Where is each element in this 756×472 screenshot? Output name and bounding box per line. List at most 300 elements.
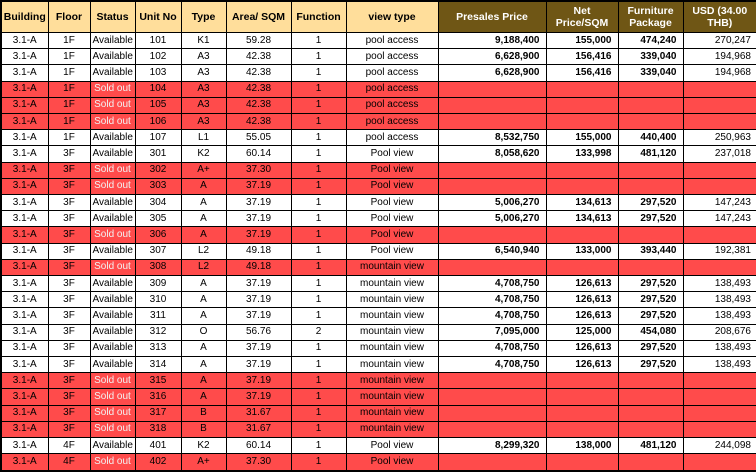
cell-unit_no[interactable]: 305 [135,211,181,227]
cell-view_type[interactable]: Pool view [346,438,438,454]
cell-type[interactable]: B [181,405,226,421]
cell-type[interactable]: A3 [181,81,226,97]
cell-type[interactable]: A [181,340,226,356]
cell-status[interactable]: Available [90,146,135,162]
cell-function[interactable]: 1 [291,65,346,81]
column-header-net-price-sqm[interactable]: Net Price/SQM [546,1,618,33]
cell-status[interactable]: Available [90,357,135,373]
cell-presales[interactable] [438,81,546,97]
cell-unit_no[interactable]: 402 [135,454,181,471]
cell-furniture[interactable] [618,81,683,97]
cell-function[interactable]: 1 [291,146,346,162]
cell-area[interactable]: 60.14 [226,438,291,454]
cell-floor[interactable]: 4F [48,454,90,471]
cell-area[interactable]: 60.14 [226,146,291,162]
cell-view_type[interactable]: mountain view [346,292,438,308]
cell-area[interactable]: 59.28 [226,33,291,49]
cell-type[interactable]: A [181,357,226,373]
cell-usd[interactable] [683,114,756,130]
cell-net_price[interactable]: 126,613 [546,357,618,373]
cell-net_price[interactable]: 126,613 [546,276,618,292]
cell-furniture[interactable] [618,162,683,178]
cell-presales[interactable]: 6,628,900 [438,49,546,65]
cell-status[interactable]: Available [90,292,135,308]
cell-function[interactable]: 1 [291,405,346,421]
cell-net_price[interactable] [546,178,618,194]
cell-unit_no[interactable]: 304 [135,195,181,211]
cell-furniture[interactable]: 339,040 [618,65,683,81]
cell-building[interactable]: 3.1-A [1,97,48,113]
cell-net_price[interactable]: 134,613 [546,211,618,227]
cell-building[interactable]: 3.1-A [1,308,48,324]
cell-furniture[interactable]: 481,120 [618,438,683,454]
cell-presales[interactable] [438,178,546,194]
cell-view_type[interactable]: mountain view [346,340,438,356]
cell-status[interactable]: Sold out [90,421,135,437]
cell-unit_no[interactable]: 311 [135,308,181,324]
cell-area[interactable]: 37.19 [226,227,291,243]
cell-type[interactable]: K1 [181,33,226,49]
cell-net_price[interactable]: 155,000 [546,130,618,146]
column-header-usd[interactable]: USD (34.00 THB) [683,1,756,33]
cell-type[interactable]: A [181,308,226,324]
cell-floor[interactable]: 3F [48,340,90,356]
cell-building[interactable]: 3.1-A [1,373,48,389]
cell-type[interactable]: L1 [181,130,226,146]
cell-area[interactable]: 37.19 [226,178,291,194]
cell-type[interactable]: A [181,276,226,292]
cell-area[interactable]: 37.19 [226,292,291,308]
column-header-view-type[interactable]: view type [346,1,438,33]
cell-status[interactable]: Sold out [90,81,135,97]
cell-view_type[interactable]: mountain view [346,324,438,340]
cell-function[interactable]: 1 [291,340,346,356]
cell-area[interactable]: 37.19 [226,276,291,292]
cell-usd[interactable]: 138,493 [683,276,756,292]
cell-furniture[interactable]: 297,520 [618,357,683,373]
cell-net_price[interactable] [546,162,618,178]
cell-usd[interactable] [683,454,756,471]
cell-function[interactable]: 1 [291,81,346,97]
column-header-area-sqm[interactable]: Area/ SQM [226,1,291,33]
column-header-presales-price[interactable]: Presales Price [438,1,546,33]
cell-type[interactable]: A3 [181,49,226,65]
cell-status[interactable]: Sold out [90,454,135,471]
cell-view_type[interactable]: mountain view [346,308,438,324]
cell-area[interactable]: 37.19 [226,373,291,389]
cell-status[interactable]: Available [90,211,135,227]
cell-function[interactable]: 1 [291,97,346,113]
cell-net_price[interactable] [546,421,618,437]
cell-view_type[interactable]: pool access [346,65,438,81]
cell-unit_no[interactable]: 318 [135,421,181,437]
cell-function[interactable]: 1 [291,178,346,194]
cell-status[interactable]: Sold out [90,405,135,421]
column-header-type[interactable]: Type [181,1,226,33]
cell-usd[interactable]: 244,098 [683,438,756,454]
cell-building[interactable]: 3.1-A [1,357,48,373]
cell-type[interactable]: K2 [181,438,226,454]
cell-usd[interactable]: 208,676 [683,324,756,340]
cell-presales[interactable]: 4,708,750 [438,292,546,308]
cell-presales[interactable] [438,162,546,178]
cell-function[interactable]: 1 [291,308,346,324]
cell-view_type[interactable]: Pool view [346,146,438,162]
cell-net_price[interactable] [546,405,618,421]
cell-view_type[interactable]: pool access [346,114,438,130]
cell-presales[interactable] [438,97,546,113]
cell-furniture[interactable]: 297,520 [618,211,683,227]
cell-usd[interactable] [683,405,756,421]
cell-area[interactable]: 42.38 [226,114,291,130]
cell-type[interactable]: A3 [181,114,226,130]
cell-status[interactable]: Available [90,243,135,259]
cell-building[interactable]: 3.1-A [1,81,48,97]
cell-status[interactable]: Available [90,49,135,65]
cell-presales[interactable]: 6,628,900 [438,65,546,81]
cell-usd[interactable]: 147,243 [683,211,756,227]
cell-building[interactable]: 3.1-A [1,178,48,194]
cell-floor[interactable]: 3F [48,276,90,292]
column-header-function[interactable]: Function [291,1,346,33]
cell-presales[interactable]: 4,708,750 [438,357,546,373]
cell-presales[interactable]: 7,095,000 [438,324,546,340]
cell-floor[interactable]: 3F [48,146,90,162]
cell-area[interactable]: 49.18 [226,259,291,275]
cell-usd[interactable]: 192,381 [683,243,756,259]
cell-view_type[interactable]: mountain view [346,276,438,292]
cell-status[interactable]: Sold out [90,162,135,178]
cell-building[interactable]: 3.1-A [1,259,48,275]
cell-function[interactable]: 1 [291,33,346,49]
cell-net_price[interactable]: 126,613 [546,308,618,324]
cell-view_type[interactable]: Pool view [346,454,438,471]
cell-type[interactable]: K2 [181,146,226,162]
cell-status[interactable]: Available [90,340,135,356]
cell-type[interactable]: A [181,178,226,194]
cell-type[interactable]: A [181,373,226,389]
cell-floor[interactable]: 3F [48,292,90,308]
cell-furniture[interactable] [618,97,683,113]
cell-floor[interactable]: 4F [48,438,90,454]
cell-unit_no[interactable]: 316 [135,389,181,405]
cell-net_price[interactable]: 126,613 [546,292,618,308]
cell-floor[interactable]: 1F [48,33,90,49]
cell-function[interactable]: 1 [291,389,346,405]
cell-view_type[interactable]: mountain view [346,421,438,437]
cell-area[interactable]: 42.38 [226,81,291,97]
cell-building[interactable]: 3.1-A [1,65,48,81]
cell-floor[interactable]: 3F [48,308,90,324]
cell-furniture[interactable] [618,178,683,194]
cell-function[interactable]: 1 [291,227,346,243]
cell-status[interactable]: Sold out [90,227,135,243]
cell-area[interactable]: 37.19 [226,389,291,405]
cell-net_price[interactable] [546,373,618,389]
cell-unit_no[interactable]: 314 [135,357,181,373]
cell-area[interactable]: 37.19 [226,211,291,227]
cell-status[interactable]: Sold out [90,114,135,130]
cell-unit_no[interactable]: 308 [135,259,181,275]
cell-furniture[interactable] [618,373,683,389]
cell-building[interactable]: 3.1-A [1,33,48,49]
cell-type[interactable]: A3 [181,65,226,81]
cell-building[interactable]: 3.1-A [1,276,48,292]
cell-presales[interactable]: 8,299,320 [438,438,546,454]
cell-unit_no[interactable]: 103 [135,65,181,81]
cell-area[interactable]: 37.19 [226,308,291,324]
cell-status[interactable]: Sold out [90,178,135,194]
cell-usd[interactable]: 147,243 [683,195,756,211]
cell-usd[interactable]: 138,493 [683,292,756,308]
cell-net_price[interactable] [546,81,618,97]
cell-furniture[interactable]: 297,520 [618,308,683,324]
cell-usd[interactable] [683,259,756,275]
cell-net_price[interactable] [546,227,618,243]
cell-presales[interactable]: 4,708,750 [438,276,546,292]
cell-view_type[interactable]: Pool view [346,195,438,211]
cell-presales[interactable]: 8,532,750 [438,130,546,146]
cell-usd[interactable]: 250,963 [683,130,756,146]
cell-area[interactable]: 42.38 [226,97,291,113]
cell-status[interactable]: Sold out [90,389,135,405]
cell-unit_no[interactable]: 309 [135,276,181,292]
cell-furniture[interactable] [618,389,683,405]
cell-unit_no[interactable]: 105 [135,97,181,113]
cell-area[interactable]: 42.38 [226,65,291,81]
cell-status[interactable]: Available [90,276,135,292]
cell-furniture[interactable] [618,227,683,243]
cell-presales[interactable] [438,373,546,389]
column-header-status[interactable]: Status [90,1,135,33]
cell-area[interactable]: 31.67 [226,421,291,437]
cell-net_price[interactable] [546,389,618,405]
cell-unit_no[interactable]: 315 [135,373,181,389]
cell-building[interactable]: 3.1-A [1,438,48,454]
cell-unit_no[interactable]: 303 [135,178,181,194]
cell-building[interactable]: 3.1-A [1,454,48,471]
cell-floor[interactable]: 3F [48,211,90,227]
cell-usd[interactable]: 138,493 [683,357,756,373]
cell-furniture[interactable]: 454,080 [618,324,683,340]
cell-building[interactable]: 3.1-A [1,292,48,308]
cell-view_type[interactable]: pool access [346,97,438,113]
cell-area[interactable]: 37.30 [226,454,291,471]
column-header-unit-no[interactable]: Unit No [135,1,181,33]
cell-furniture[interactable] [618,259,683,275]
cell-presales[interactable] [438,114,546,130]
cell-function[interactable]: 1 [291,259,346,275]
cell-furniture[interactable]: 297,520 [618,340,683,356]
cell-unit_no[interactable]: 307 [135,243,181,259]
cell-view_type[interactable]: mountain view [346,259,438,275]
cell-view_type[interactable]: pool access [346,33,438,49]
cell-presales[interactable]: 5,006,270 [438,195,546,211]
cell-view_type[interactable]: Pool view [346,211,438,227]
cell-area[interactable]: 37.30 [226,162,291,178]
cell-presales[interactable] [438,421,546,437]
cell-presales[interactable] [438,259,546,275]
cell-status[interactable]: Available [90,33,135,49]
cell-function[interactable]: 1 [291,49,346,65]
cell-function[interactable]: 1 [291,357,346,373]
cell-floor[interactable]: 3F [48,178,90,194]
cell-furniture[interactable]: 297,520 [618,292,683,308]
cell-presales[interactable]: 4,708,750 [438,340,546,356]
cell-floor[interactable]: 1F [48,97,90,113]
cell-presales[interactable] [438,405,546,421]
cell-status[interactable]: Sold out [90,259,135,275]
cell-unit_no[interactable]: 104 [135,81,181,97]
cell-floor[interactable]: 3F [48,195,90,211]
cell-building[interactable]: 3.1-A [1,130,48,146]
cell-status[interactable]: Available [90,130,135,146]
cell-type[interactable]: L2 [181,243,226,259]
cell-presales[interactable]: 8,058,620 [438,146,546,162]
cell-view_type[interactable]: mountain view [346,373,438,389]
cell-presales[interactable]: 9,188,400 [438,33,546,49]
cell-type[interactable]: A [181,195,226,211]
cell-presales[interactable]: 5,006,270 [438,211,546,227]
cell-status[interactable]: Available [90,65,135,81]
cell-building[interactable]: 3.1-A [1,389,48,405]
cell-building[interactable]: 3.1-A [1,211,48,227]
cell-unit_no[interactable]: 106 [135,114,181,130]
cell-net_price[interactable] [546,114,618,130]
cell-usd[interactable] [683,81,756,97]
cell-view_type[interactable]: Pool view [346,178,438,194]
cell-presales[interactable] [438,227,546,243]
cell-floor[interactable]: 3F [48,421,90,437]
cell-function[interactable]: 1 [291,454,346,471]
cell-unit_no[interactable]: 313 [135,340,181,356]
cell-furniture[interactable]: 297,520 [618,195,683,211]
cell-function[interactable]: 1 [291,373,346,389]
cell-building[interactable]: 3.1-A [1,162,48,178]
cell-usd[interactable]: 138,493 [683,308,756,324]
cell-type[interactable]: L2 [181,259,226,275]
cell-function[interactable]: 1 [291,243,346,259]
cell-furniture[interactable] [618,405,683,421]
cell-net_price[interactable]: 126,613 [546,340,618,356]
cell-furniture[interactable] [618,454,683,471]
cell-presales[interactable]: 4,708,750 [438,308,546,324]
cell-area[interactable]: 37.19 [226,195,291,211]
cell-building[interactable]: 3.1-A [1,227,48,243]
cell-usd[interactable]: 194,968 [683,65,756,81]
cell-type[interactable]: A [181,292,226,308]
cell-net_price[interactable]: 133,998 [546,146,618,162]
cell-presales[interactable] [438,389,546,405]
cell-function[interactable]: 1 [291,421,346,437]
cell-net_price[interactable]: 125,000 [546,324,618,340]
cell-function[interactable]: 1 [291,162,346,178]
cell-presales[interactable] [438,454,546,471]
cell-unit_no[interactable]: 401 [135,438,181,454]
cell-building[interactable]: 3.1-A [1,324,48,340]
cell-area[interactable]: 55.05 [226,130,291,146]
cell-unit_no[interactable]: 302 [135,162,181,178]
cell-type[interactable]: O [181,324,226,340]
cell-net_price[interactable]: 156,416 [546,65,618,81]
cell-view_type[interactable]: pool access [346,81,438,97]
cell-function[interactable]: 2 [291,324,346,340]
column-header-floor[interactable]: Floor [48,1,90,33]
cell-view_type[interactable]: Pool view [346,162,438,178]
cell-floor[interactable]: 3F [48,227,90,243]
cell-type[interactable]: A3 [181,97,226,113]
cell-floor[interactable]: 3F [48,243,90,259]
cell-furniture[interactable]: 440,400 [618,130,683,146]
cell-net_price[interactable]: 156,416 [546,49,618,65]
cell-furniture[interactable]: 297,520 [618,276,683,292]
cell-function[interactable]: 1 [291,211,346,227]
cell-net_price[interactable] [546,454,618,471]
cell-usd[interactable] [683,421,756,437]
cell-furniture[interactable]: 339,040 [618,49,683,65]
cell-building[interactable]: 3.1-A [1,405,48,421]
cell-view_type[interactable]: mountain view [346,389,438,405]
cell-function[interactable]: 1 [291,195,346,211]
cell-status[interactable]: Available [90,438,135,454]
cell-building[interactable]: 3.1-A [1,49,48,65]
cell-usd[interactable] [683,389,756,405]
cell-floor[interactable]: 3F [48,389,90,405]
cell-furniture[interactable] [618,421,683,437]
cell-function[interactable]: 1 [291,130,346,146]
cell-status[interactable]: Available [90,324,135,340]
cell-presales[interactable]: 6,540,940 [438,243,546,259]
cell-function[interactable]: 1 [291,438,346,454]
cell-usd[interactable] [683,162,756,178]
cell-usd[interactable]: 138,493 [683,340,756,356]
cell-floor[interactable]: 1F [48,65,90,81]
cell-furniture[interactable] [618,114,683,130]
cell-area[interactable]: 42.38 [226,49,291,65]
cell-usd[interactable] [683,97,756,113]
cell-function[interactable]: 1 [291,276,346,292]
cell-usd[interactable]: 237,018 [683,146,756,162]
cell-building[interactable]: 3.1-A [1,195,48,211]
cell-status[interactable]: Available [90,195,135,211]
cell-status[interactable]: Available [90,308,135,324]
cell-view_type[interactable]: pool access [346,49,438,65]
column-header-building[interactable]: Building [1,1,48,33]
cell-floor[interactable]: 1F [48,81,90,97]
cell-area[interactable]: 37.19 [226,357,291,373]
cell-area[interactable]: 56.76 [226,324,291,340]
cell-usd[interactable] [683,227,756,243]
cell-type[interactable]: A [181,389,226,405]
cell-floor[interactable]: 3F [48,324,90,340]
cell-area[interactable]: 31.67 [226,405,291,421]
cell-usd[interactable] [683,178,756,194]
column-header-furniture-package[interactable]: Furniture Package [618,1,683,33]
cell-function[interactable]: 1 [291,114,346,130]
cell-unit_no[interactable]: 102 [135,49,181,65]
cell-floor[interactable]: 1F [48,114,90,130]
cell-area[interactable]: 49.18 [226,243,291,259]
cell-view_type[interactable]: pool access [346,130,438,146]
cell-type[interactable]: A+ [181,454,226,471]
cell-status[interactable]: Sold out [90,373,135,389]
cell-net_price[interactable]: 134,613 [546,195,618,211]
cell-floor[interactable]: 3F [48,373,90,389]
cell-furniture[interactable]: 474,240 [618,33,683,49]
cell-usd[interactable]: 270,247 [683,33,756,49]
cell-function[interactable]: 1 [291,292,346,308]
cell-building[interactable]: 3.1-A [1,340,48,356]
